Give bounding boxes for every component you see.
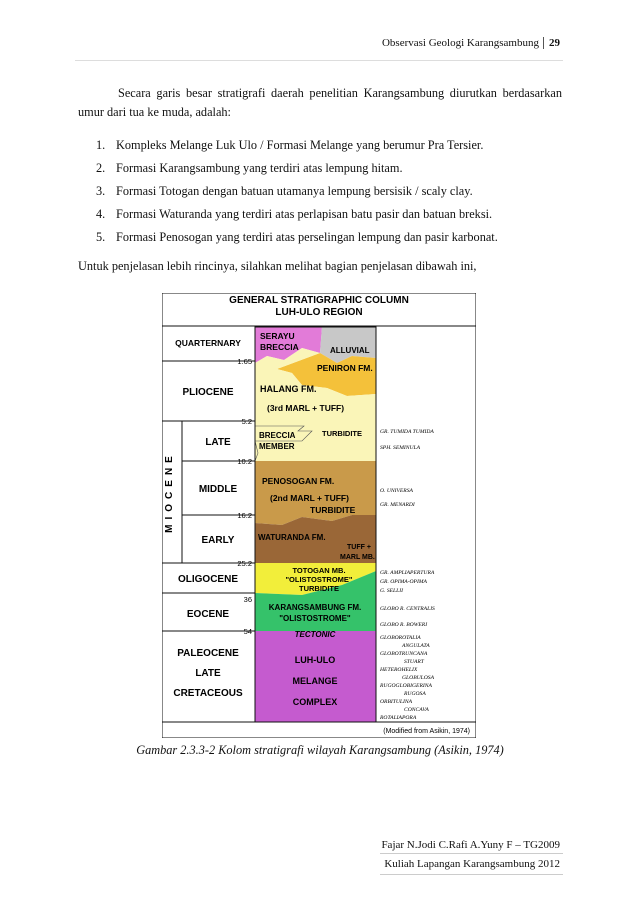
fossil-label: GR. MENARDI bbox=[380, 502, 415, 508]
page-number: 29 bbox=[543, 37, 560, 49]
footer-authors: Fajar N.Jodi C.Rafi A.Yuny F – TG2009 bbox=[381, 839, 560, 851]
epoch-late-cretaceous: LATE bbox=[195, 668, 221, 679]
fossil-label: STUART bbox=[404, 659, 424, 665]
epoch-paleocene: PALEOCENE bbox=[177, 648, 239, 659]
epoch-early-miocene: EARLY bbox=[201, 535, 235, 546]
fossil-label: RUGOGLOBIGERINA bbox=[380, 683, 432, 689]
page-header bbox=[382, 37, 560, 49]
age-label: 5.2 bbox=[241, 417, 252, 426]
footer-rule bbox=[380, 874, 563, 875]
epoch-cretaceous: CRETACEOUS bbox=[173, 688, 243, 699]
epoch-eocene: EOCENE bbox=[186, 609, 230, 620]
fossil-label: GR. TUMIDA TUMIDA bbox=[380, 429, 434, 435]
fossil-label: HETEROHELIX bbox=[380, 667, 418, 673]
formation-label: PENIRON FM. bbox=[317, 363, 373, 373]
list-item: 1. Kompleks Melange Luk Ulo / Formasi Melange yang berumur Pra Tersier. bbox=[96, 138, 484, 152]
fossil-label: CONCAVA bbox=[404, 707, 429, 713]
age-label: 1.65 bbox=[237, 357, 252, 366]
header-title: Observasi Geologi Karangsambung bbox=[381, 37, 539, 49]
fossil-label: GLOBOTRUNCANA bbox=[380, 651, 428, 657]
footer-course: Kuliah Lapangan Karangsambung 2012 bbox=[384, 858, 560, 870]
formation-label: LUH-ULO bbox=[294, 655, 336, 665]
formation-label: BRECCIA bbox=[259, 431, 296, 440]
footer-rule bbox=[380, 853, 563, 854]
formation-label: SERAYU bbox=[260, 331, 295, 341]
formation-label: "OLISTOSTROME" bbox=[279, 614, 351, 623]
formation-label: ALLUVIAL bbox=[330, 346, 370, 355]
list-item: 4. Formasi Waturanda yang terdiri atas perlapisan batu pasir dan batuan breksi. bbox=[96, 207, 493, 221]
fossil-label: ROTALIAPORA bbox=[380, 715, 417, 721]
epoch-miocene: MIOCENE bbox=[164, 451, 175, 533]
list-item: 2. Formasi Karangsambung yang terdiri atas lempung hitam. bbox=[96, 161, 403, 175]
epoch-late-miocene: LATE bbox=[205, 437, 231, 448]
formation-label: TUFF + bbox=[347, 544, 371, 551]
formation-label: (3rd MARL + TUFF) bbox=[267, 403, 345, 413]
formation-label: MEMBER bbox=[259, 442, 295, 451]
age-label: 10.2 bbox=[237, 457, 252, 466]
formation-label: TURBIDITE bbox=[299, 584, 339, 593]
age-label: 25.2 bbox=[237, 559, 252, 568]
fossil-label: SPH. SEMINULA bbox=[380, 445, 421, 451]
epoch-oligocene: OLIGOCENE bbox=[177, 574, 239, 585]
fossil-label: O. UNIVERSA bbox=[380, 488, 413, 494]
formation-label: COMPLEX bbox=[292, 697, 338, 707]
fossil-label: GLOBULOSA bbox=[402, 675, 435, 681]
outro-paragraph: Untuk penjelasan lebih rincinya, silahkan melihat bagian penjelasan dibawah ini, bbox=[78, 259, 477, 273]
formation-label: MARL MB. bbox=[340, 554, 375, 561]
list-item: 3. Formasi Totogan dengan batuan utamanya lempung bersisik / scaly clay. bbox=[96, 184, 473, 198]
figure-title-1: GENERAL STRATIGRAPHIC COLUMN bbox=[229, 295, 409, 306]
figure-title-2: LUH-ULO REGION bbox=[275, 307, 363, 318]
figure-source: (Modified from Asikin, 1974) bbox=[383, 728, 470, 735]
fossil-label: GLOBO R. BOWERI bbox=[380, 622, 428, 628]
epoch-pliocene: PLIOCENE bbox=[182, 387, 234, 398]
formation-label: HALANG FM. bbox=[260, 384, 317, 394]
formation-label: BRECCIA bbox=[260, 342, 299, 352]
epoch-quarternary: QUARTERNARY bbox=[175, 338, 241, 348]
age-label: 36 bbox=[243, 595, 252, 604]
formation-label: (2nd MARL + TUFF) bbox=[270, 493, 349, 503]
fossil-label: ANGULATA bbox=[402, 643, 430, 649]
stratigraphy-list bbox=[96, 138, 556, 253]
fossil-label: GR. OPIMA-OPIMA bbox=[380, 579, 427, 585]
formation-label: TURBIDITE bbox=[310, 505, 356, 515]
fossil-label: RUGOSA bbox=[404, 691, 426, 697]
formation-label: TECTONIC bbox=[294, 630, 336, 639]
header-rule bbox=[75, 60, 563, 61]
stratigraphic-column-figure bbox=[162, 293, 476, 738]
age-label: 54 bbox=[243, 627, 252, 636]
list-item: 5. Formasi Penosogan yang terdiri atas perselingan lempung dan pasir karbonat. bbox=[96, 230, 498, 244]
fossil-label: ORBITULINA bbox=[380, 699, 413, 705]
formation-label: KARANGSAMBUNG FM. bbox=[268, 603, 362, 612]
formation-label: TURBIDITE bbox=[322, 429, 362, 438]
intro-paragraph: Secara garis besar stratigrafi daerah penelitian Karangsambung diurutkan berdasarkan umur dari tua ke muda, adalah: bbox=[78, 86, 562, 119]
fossil-label: GLOBOROTALIA bbox=[380, 635, 421, 641]
formation-label: "OLISTOSTROME" bbox=[285, 575, 353, 584]
formation-label: MELANGE bbox=[292, 676, 338, 686]
fossil-label: GR. AMPLIAPERTURA bbox=[380, 570, 435, 576]
formation-label: TOTOGAN MB. bbox=[292, 566, 346, 575]
fossil-label: G. SELLII bbox=[380, 588, 403, 594]
fossil-label: GLOBO R. CENTRALIS bbox=[380, 606, 435, 612]
age-label: 16.2 bbox=[237, 511, 252, 520]
formation-label: PENOSOGAN FM. bbox=[262, 476, 335, 486]
epoch-middle-miocene: MIDDLE bbox=[198, 484, 238, 495]
figure-caption: Gambar 2.3.3-2 Kolom stratigrafi wilayah Karangsambung (Asikin, 1974) bbox=[136, 743, 504, 757]
formation-label: WATURANDA FM. bbox=[258, 533, 326, 542]
